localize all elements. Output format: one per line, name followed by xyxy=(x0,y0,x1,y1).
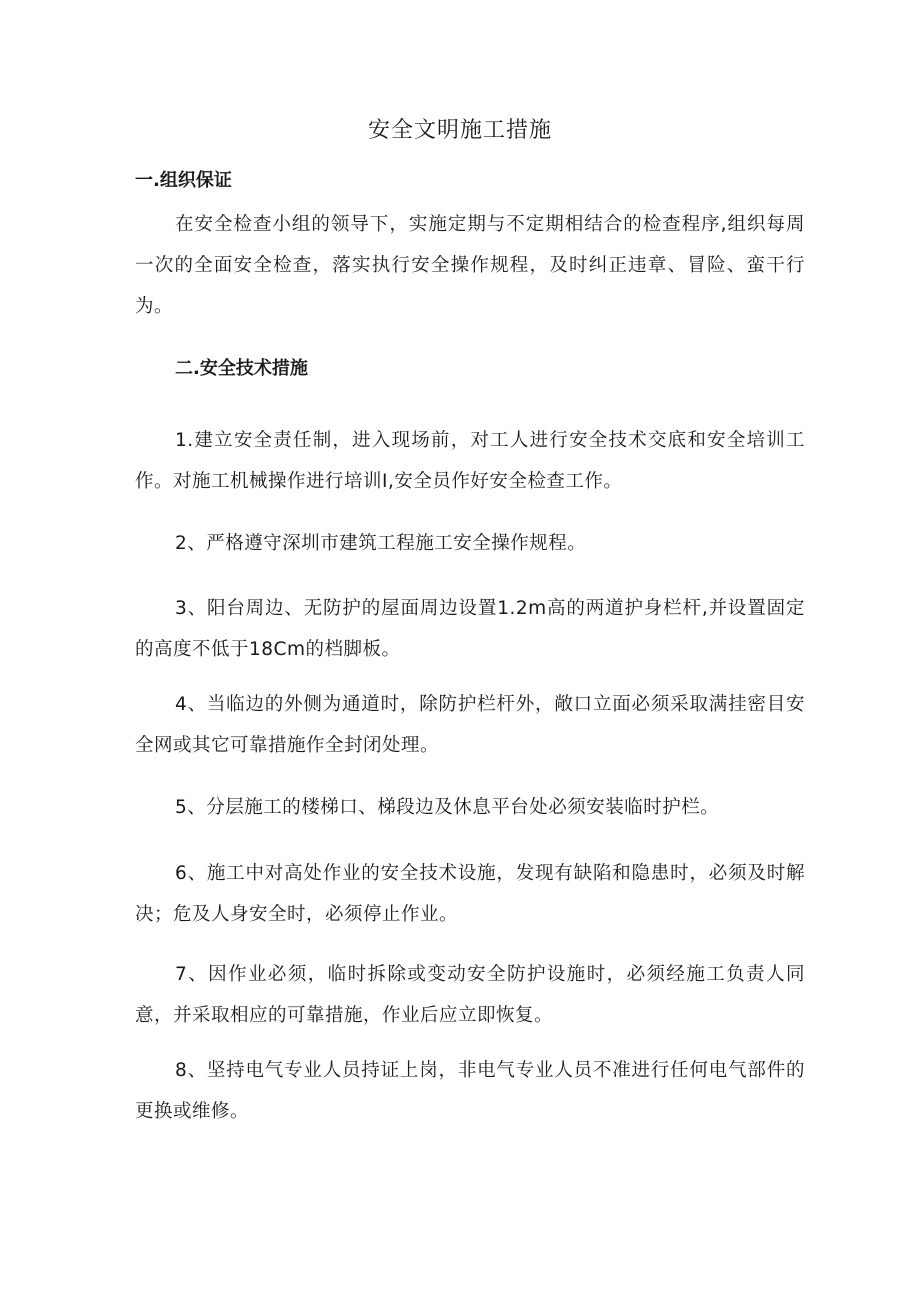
paragraph-organization: 在安全检查小组的领导下，实施定期与不定期相结合的检查程序,组织每周一次的全面安全检查，落实执行安全操作规程，及时纠正违章、冒险、蛮干行为。 xyxy=(135,214,805,317)
section-heading-safety-measures: 二.安全技术措施 xyxy=(175,358,308,379)
measure-item-3: 3、阳台周边、无防护的屋面周边设置1.2m高的两道护身栏杆,并设置固定的高度不低于18Cm的档脚板。 xyxy=(135,598,805,660)
document-title: 安全文明施工措施 xyxy=(367,118,552,143)
measure-item-7: 7、因作业必须，临时拆除或变动安全防护设施时，必须经施工负责人同意，并采取相应的可靠措施，作业后应立即恢复。 xyxy=(135,964,805,1026)
measure-item-1: 1.建立安全责任制，进入现场前，对工人进行安全技术交底和安全培训工作。对施工机械操作进行培训I,安全员作好安全检查工作。 xyxy=(135,430,805,492)
measure-item-2: 2、严格遵守深圳市建筑工程施工安全操作规程。 xyxy=(175,533,587,554)
measure-item-5: 5、分层施工的楼梯口、梯段边及休息平台处必须安装临时护栏。 xyxy=(175,797,720,818)
section-heading-organization: 一.组织保证 xyxy=(135,170,232,191)
measure-item-4: 4、当临边的外侧为通道时，除防护栏杆外，敞口立面必须采取满挂密目安全网或其它可靠措施作全封闭处理。 xyxy=(135,694,805,756)
measure-item-8: 8、坚持电气专业人员持证上岗，非电气专业人员不准进行任何电气部件的更换或维修。 xyxy=(135,1060,805,1122)
measure-item-6: 6、施工中对高处作业的安全技术设施，发现有缺陷和隐患时，必须及时解决；危及人身安全时，必须停止作业。 xyxy=(135,863,805,925)
